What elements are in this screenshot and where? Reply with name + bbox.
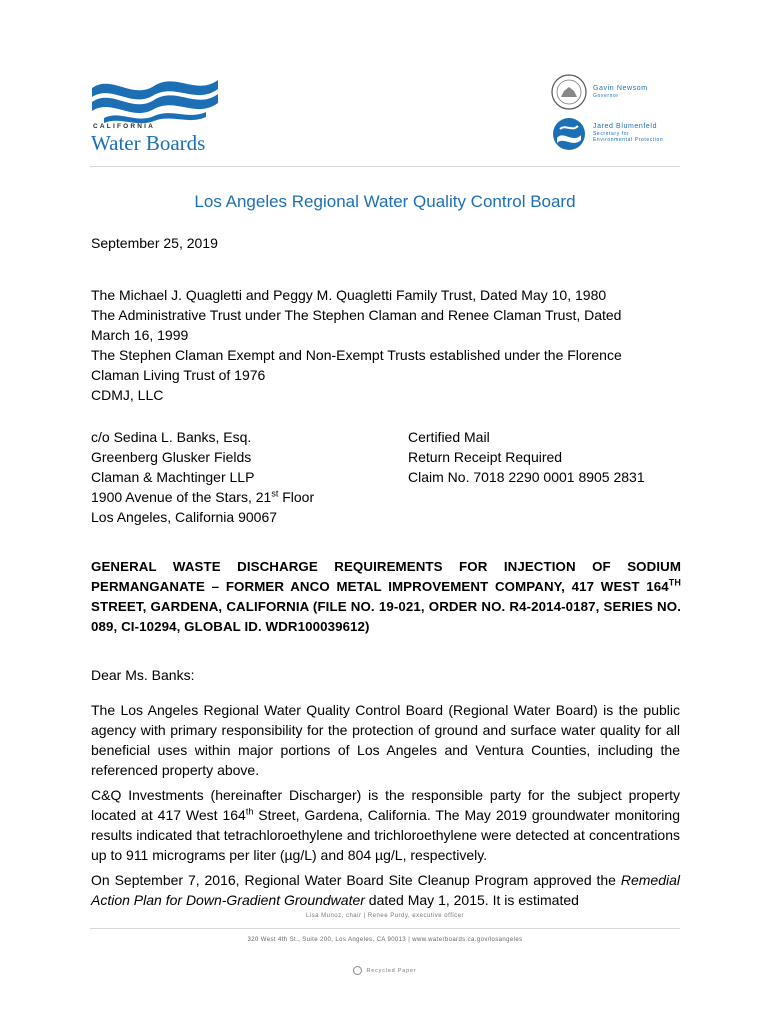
logo-name-text: Water Boards: [91, 131, 206, 155]
addressee-line: The Stephen Claman Exempt and Non-Exempt Trusts established under the Florence: [91, 347, 622, 363]
body-paragraph-2: C&Q Investments (hereinafter Discharger) is the responsible party for the subject property located at 417 West 164th Street, Gardena, California. The May 2019 groundwater monitoring results indicated that tetrachloroethylene and trichloroethylene were detected at concentrations up to 911 micrograms per liter (µg/L) and 804 µg/L, respectively.: [91, 787, 680, 863]
mailing-line: Certified Mail: [408, 429, 490, 445]
governor-title: Governor: [593, 93, 619, 99]
footer-officers: Lisa Munoz, chair | Renee Purdy, executive officer: [305, 913, 465, 919]
board-title: Los Angeles Regional Water Quality Control Board: [194, 192, 576, 211]
logo-state-text: CALIFORNIA: [93, 123, 156, 130]
secretary-title-2: Environmental Protection: [593, 137, 664, 143]
recipient-line: 1900 Avenue of the Stars, 21st Floor: [91, 488, 315, 505]
letter-date: September 25, 2019: [91, 235, 218, 251]
calepa-logo-icon: [550, 115, 588, 153]
header-divider: [90, 166, 680, 167]
recycle-icon: [353, 966, 362, 975]
body-paragraph-1: The Los Angeles Regional Water Quality Control Board (Regional Water Board) is the public agency with primary responsibility for the protection of ground and surface water quality for all beneficial uses within major portions of Los Angeles and Ventura Counties, including the referenced property above.: [91, 702, 680, 778]
secretary-name: Jared Blumenfeld: [593, 123, 658, 130]
footer-divider: [90, 928, 680, 929]
secretary-title-1: Secretary for: [593, 131, 630, 137]
water-boards-waves-logo: [90, 74, 220, 124]
addressee-line: Claman Living Trust of 1976: [91, 367, 266, 383]
addressee-line: CDMJ, LLC: [91, 387, 164, 403]
recipient-line: Greenberg Glusker Fields: [91, 449, 252, 465]
addressee-block: [91, 285, 622, 405]
governor-name: Gavin Newsom: [593, 85, 648, 92]
mailing-method: [408, 427, 645, 487]
addressee-line: The Michael J. Quagletti and Peggy M. Quagletti Family Trust, Dated May 10, 1980: [91, 287, 607, 303]
recipient-line: c/o Sedina L. Banks, Esq.: [91, 429, 252, 445]
secretary-block: [550, 115, 663, 153]
salutation: Dear Ms. Banks:: [91, 667, 195, 683]
recipient-line: Claman & Machtinger LLP: [91, 469, 255, 485]
state-seal-icon: [550, 73, 588, 111]
recycled-paper-note: Recycled Paper: [0, 966, 770, 975]
footer-address: 320 West 4th St., Suite 200, Los Angeles, CA 90013 | www.waterboards.ca.gov/losangeles: [247, 937, 523, 943]
governor-block: [550, 73, 648, 111]
subject-heading: GENERAL WASTE DISCHARGE REQUIREMENTS FOR INJECTION OF SODIUM PERMANGANATE – FORMER ANCO METAL IMPROVEMENT COMPANY, 417 WEST 164TH STREET, GARDENA, CALIFORNIA (FILE NO. 19-021, ORDER NO. R4-2014-0187, SERIES NO. 089, CI-10294, GLOBAL ID. WDR100039612): [91, 559, 681, 634]
addressee-line: The Administrative Trust under The Stephen Claman and Renee Claman Trust, Dated: [91, 307, 622, 323]
recipient-address: [91, 427, 314, 527]
mailing-line: Return Receipt Required: [408, 449, 563, 465]
recipient-line: Los Angeles, California 90067: [91, 509, 278, 525]
mailing-line: Claim No. 7018 2290 0001 8905 2831: [408, 469, 645, 485]
body-paragraph-3: On September 7, 2016, Regional Water Board Site Cleanup Program approved the Remedial Action Plan for Down-Gradient Groundwater dated May 1, 2015. It is estimated: [91, 872, 680, 908]
addressee-line: March 16, 1999: [91, 327, 189, 343]
